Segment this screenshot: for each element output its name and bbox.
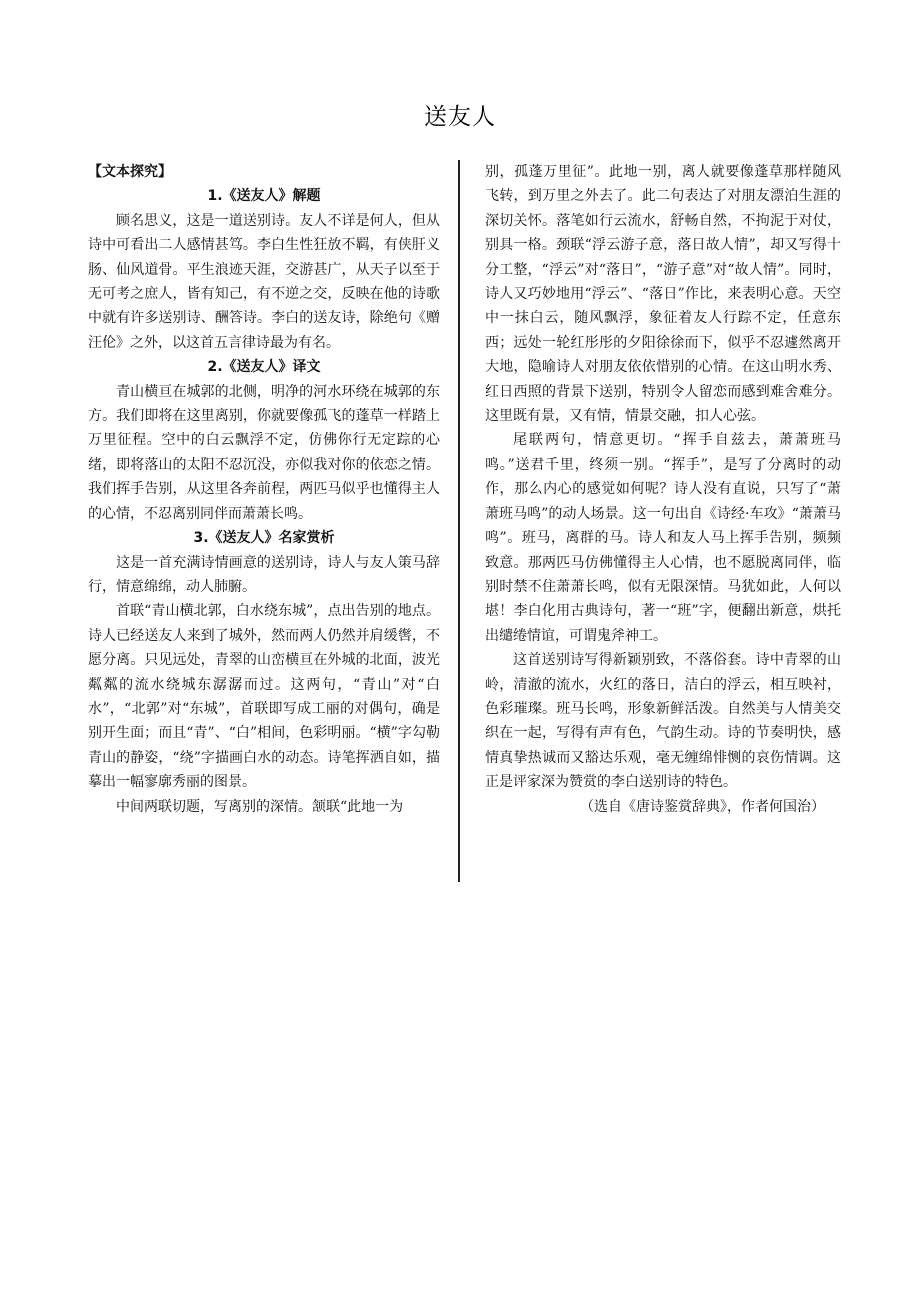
paragraph: 这首送别诗写得新颖别致，不落俗套。诗中青翠的山岭，清澈的流水，火红的落日，洁白的浮云，相互映衬，色彩璀璨。班马长鸣，形象新鲜活泼。自然美与人情美交织在一起，写得有声有色，气韵生动。诗的节奏明快，感情真挚热诚而又豁达乐观，毫无缠绵悱恻的哀伤情调。这正是评家深为赞赏的李白送别诗的特色。 — [485, 652, 841, 791]
paragraph: 首联“青山横北郭，白水绕东城”，点出告别的地点。诗人已经送友人来到了城外，然而两人仍然并肩缓辔，不愿分离。只见远处，青翠的山峦横亘在外城的北面，波光粼粼的流水绕城东潺潺而过。这两句，“青山”对“白水”，“北郭”对“东城”，首联即写成工丽的对偶句，确是别开生面；而且“青”、“白”相间，色彩明丽。“横”字勾勒青山的静姿，“绕”字描画白水的动态。诗笔挥洒自如，描摹出一幅寥廓秀丽的图景。 — [88, 603, 440, 791]
source-citation: （选自《唐诗鉴赏辞典》，作者何国治） — [580, 798, 825, 815]
paragraph: 顾名思义，这是一道送别诗。友人不详是何人，但从诗中可看出二人感情甚笃。李白生性狂放不羁，有侠肝义肠、仙风道骨。平生浪迹天涯，交游甚广，从天子以至于无可考之庶人，皆有知己，有不逆之交，反映在他的诗歌中就有许多送别诗、酬答诗。李白的送友诗，除绝句《赠汪伦》之外，以这首五言律诗最为有名。 — [88, 212, 440, 351]
section-heading-3: 3.《送友人》名家赏析 — [193, 530, 335, 547]
left-column — [88, 160, 440, 819]
paragraph: 中间两联切题，写离别的深情。颔联“此地一为 — [116, 798, 404, 815]
section-heading-2: 2.《送友人》译文 — [207, 359, 321, 376]
right-column — [485, 160, 841, 819]
paragraph: 青山横亘在城郭的北侧，明净的河水环绕在城郭的东方。我们即将在这里离别，你就要像孤飞的蓬草一样踏上万里征程。空中的白云飘浮不定，仿佛你行无定踪的心绪，即将落山的太阳不忍沉没，亦似我对你的依恋之情。我们挥手告别，从这里各奔前程，两匹马似乎也懂得主人的心情，不忍离别同伴而萧萧长鸣。 — [88, 383, 440, 522]
paragraph: 尾联两句，情意更切。“挥手自兹去，萧萧班马鸣。”送君千里，终须一别。“挥手”，是写了分离时的动作，那么内心的感觉如何呢？诗人没有直说，只写了“萧萧班马鸣”的动人场景。这一句出自《诗经·车攻》“萧萧马鸣”。班马，离群的马。诗人和友人马上挥手告别，频频致意。那两匹马仿佛懂得主人心情，也不愿脱离同伴，临别时禁不住萧萧长鸣，似有无限深情。马犹如此，人何以堪！李白化用古典诗句，著一“班”字，便翻出新意，烘托出缱绻情谊，可谓鬼斧神工。 — [485, 432, 841, 644]
paragraph: 这是一首充满诗情画意的送别诗，诗人与友人策马辞行，情意绵绵，动人肺腑。 — [88, 554, 440, 595]
paragraph-continuation: 别，孤蓬万里征”。此地一别，离人就要像蓬草那样随风飞转，到万里之外去了。此二句表达了对朋友漂泊生涯的深切关怀。落笔如行云流水，舒畅自然，不拘泥于对仗，别具一格。颈联“浮云游子意，落日故人情”，却又写得十分工整，“浮云”对“落日”，“游子意”对“故人情”。同时，诗人又巧妙地用“浮云”、“落日”作比，来表明心意。天空中一抹白云，随风飘浮，象征着友人行踪不定，任意东西；远处一轮红彤彤的夕阳徐徐而下，似乎不忍遽然离开大地，隐喻诗人对朋友依依惜别的心情。在这山明水秀、红日西照的背景下送别，特别令人留恋而感到难舍难分。这里既有景，又有情，情景交融，扣人心弦。 — [485, 164, 841, 425]
section-heading-1: 1.《送友人》解题 — [207, 188, 321, 205]
column-divider — [458, 160, 460, 882]
page-title: 送友人 — [424, 104, 496, 130]
section-label: 【文本探究】 — [88, 164, 172, 180]
